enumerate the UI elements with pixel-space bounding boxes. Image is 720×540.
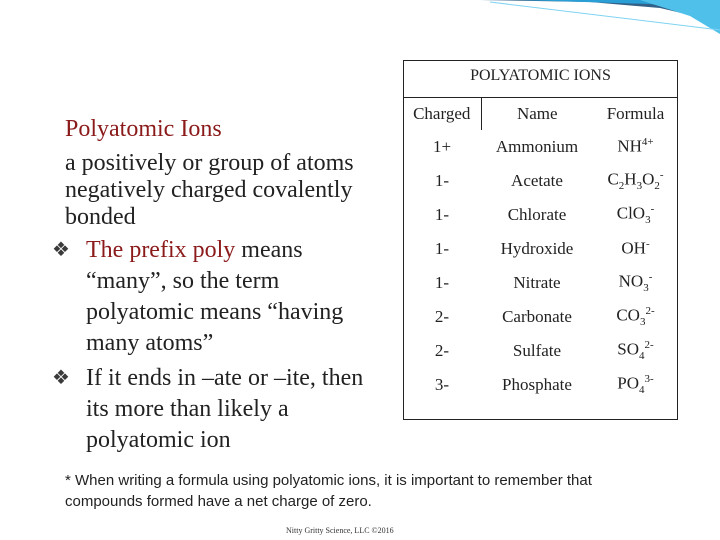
ion-name: Ammonium (495, 136, 579, 156)
column-header-charged: Charged (403, 98, 481, 130)
table-row (403, 164, 678, 198)
formula-part: 3 (636, 180, 643, 193)
ion-formula (593, 334, 678, 368)
ion-formula (593, 198, 678, 232)
content-text-block (50, 114, 380, 456)
ion-charge: 1- (434, 170, 450, 190)
table-title: POLYATOMIC IONS (403, 60, 678, 98)
ion-charge: 1- (434, 238, 450, 258)
ion-name: Sulfate (512, 340, 562, 360)
formula-part: 3 (645, 214, 651, 227)
table-row (403, 266, 678, 300)
bullet-item (50, 363, 380, 456)
formula-part: ClO (616, 203, 646, 223)
formula-part: 2 (654, 180, 660, 193)
ion-charge: 1- (434, 272, 450, 292)
ion-formula (593, 232, 678, 266)
bullet-red-text: The prefix poly (86, 237, 236, 263)
ion-name: Nitrate (513, 272, 561, 292)
intro-text: a positively or group of atoms negatively charged covalently bonded (65, 150, 354, 230)
formula-part: 3- (644, 372, 654, 385)
ion-name: Phosphate (502, 374, 572, 394)
table-row (403, 198, 678, 232)
formula-part: PO (617, 373, 640, 393)
table-row (403, 130, 678, 164)
formula-part: OH (621, 238, 646, 258)
ion-charge: 1- (434, 204, 450, 224)
ion-formula (593, 368, 678, 402)
diamond-bullet-icon: ❖ (52, 367, 70, 389)
table-row (403, 232, 678, 266)
formula-part: 2 (618, 180, 625, 193)
formula-part: 2- (644, 338, 654, 351)
ion-formula (593, 164, 678, 198)
formula-part: 4 (639, 384, 645, 397)
formula-part: SO (617, 339, 640, 359)
ion-name: Acetate (511, 170, 563, 190)
ion-charge: 3- (434, 374, 450, 394)
ion-charge: 2- (434, 340, 450, 360)
footnote: * When writing a formula using polyatomic ions, it is important to remember that compounds formed have a net charge of zero. (65, 472, 592, 510)
column-header-name: Name (516, 103, 558, 123)
formula-part: 2- (645, 304, 655, 317)
formula-part: - (650, 202, 655, 215)
formula-part: 3 (639, 316, 646, 329)
formula-part: NH (617, 136, 642, 156)
column-header-formula: Formula (606, 103, 665, 123)
formula-part: C (607, 169, 619, 189)
formula-part: 4+ (641, 136, 654, 149)
ion-charge: 2- (434, 306, 450, 326)
formula-part: - (645, 238, 650, 251)
ion-formula (593, 266, 678, 300)
slide-heading: Polyatomic Ions (65, 116, 222, 142)
table-row (403, 300, 678, 334)
ion-name: Carbonate (502, 306, 572, 326)
polyatomic-ions-table (403, 97, 678, 402)
formula-part: NO (618, 271, 644, 291)
formula-part: CO (616, 305, 640, 325)
ion-formula (593, 300, 678, 334)
formula-part: 3 (643, 282, 649, 295)
formula-part: H (624, 169, 637, 189)
ion-formula (593, 130, 678, 164)
bullet-item (50, 235, 380, 359)
bullet-text: If it ends in –ate or –ite, then its more than likely a polyatomic ion (86, 365, 364, 453)
ion-name: Hydroxide (500, 238, 574, 258)
table-row (403, 368, 678, 402)
ion-name: Chlorate (507, 204, 567, 224)
bullet-text: means “many”, so the term polyatomic means “having many atoms” (86, 237, 344, 356)
copyright-text: Nitty Gritty Science, LLC ©2016 (286, 526, 394, 535)
formula-part: 4 (639, 350, 645, 363)
corner-stripe-decoration (360, 0, 720, 40)
formula-part: - (648, 270, 653, 283)
ion-charge: 1+ (432, 136, 452, 156)
table-row (403, 334, 678, 368)
formula-part: - (659, 168, 664, 181)
formula-part: O (642, 169, 655, 189)
diamond-bullet-icon: ❖ (52, 239, 70, 261)
